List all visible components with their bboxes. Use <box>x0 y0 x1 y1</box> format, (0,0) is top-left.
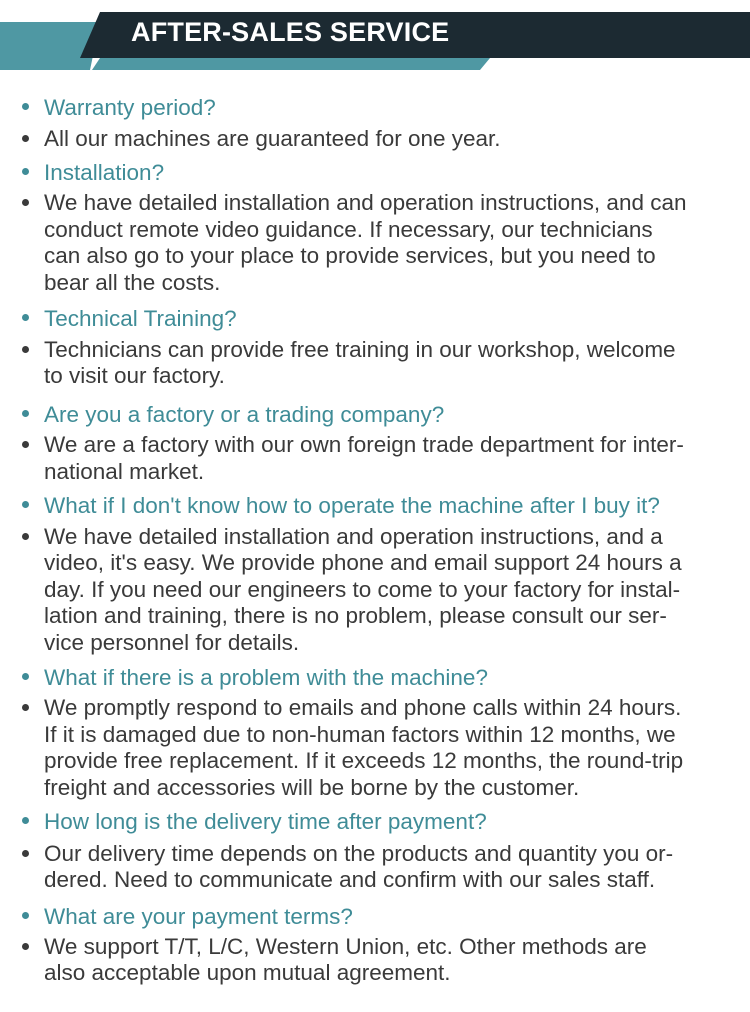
header-banner <box>0 0 750 72</box>
faq-question: What are your payment terms? <box>44 904 353 929</box>
question-bullet <box>22 410 29 417</box>
page-title: AFTER-SALES SERVICE <box>131 17 450 47</box>
answer-bullet <box>22 441 29 448</box>
faq-answer-line: provide free replacement. If it exceeds 12 months, the round-trip <box>44 748 684 773</box>
faq-answer-line: We have detailed installation and operation instructions, and a <box>44 524 663 549</box>
faq-answer-line: video, it's easy. We provide phone and email support 24 hours a <box>44 550 682 575</box>
question-bullet <box>22 673 29 680</box>
answer-bullet <box>22 704 29 711</box>
answer-bullet <box>22 346 29 353</box>
answer-bullet <box>22 943 29 950</box>
faq-answer-line: All our machines are guaranteed for one year. <box>44 126 501 151</box>
question-bullet <box>22 501 29 508</box>
faq-question: Technical Training? <box>44 306 237 331</box>
faq-answer-line: to visit our factory. <box>44 363 225 388</box>
faq-answer-line: can also go to your place to provide services, but you need to <box>44 243 656 268</box>
faq-question: Installation? <box>44 160 165 185</box>
faq-answer-line: also acceptable upon mutual agreement. <box>44 960 451 985</box>
faq-answer-line: bear all the costs. <box>44 270 221 295</box>
answer-bullet <box>22 850 29 857</box>
question-bullet <box>22 314 29 321</box>
faq-answer-line: dered. Need to communicate and confirm with our sales staff. <box>44 867 656 892</box>
faq-answer-line: freight and accessories will be borne by the customer. <box>44 775 580 800</box>
question-bullet <box>22 817 29 824</box>
faq-answer-line: vice personnel for details. <box>44 630 300 655</box>
faq-answer-line: day. If you need our engineers to come to your factory for instal- <box>44 577 681 602</box>
question-bullet <box>22 912 29 919</box>
question-bullet <box>22 168 29 175</box>
question-bullet <box>22 103 29 110</box>
faq-question: Are you a factory or a trading company? <box>44 402 445 427</box>
faq-question: What if I don't know how to operate the machine after I buy it? <box>44 493 660 518</box>
faq-answer-line: national market. <box>44 459 205 484</box>
faq-answer-line: Our delivery time depends on the products and quantity you or- <box>44 841 674 866</box>
faq-answer-line: We support T/T, L/C, Western Union, etc. Other methods are <box>44 934 647 959</box>
faq-answer-line: We promptly respond to emails and phone calls within 24 hours. <box>44 695 682 720</box>
faq-answer-line: If it is damaged due to non-human factors within 12 months, we <box>44 722 676 747</box>
faq-question: Warranty period? <box>44 95 216 120</box>
faq-answer-line: We are a factory with our own foreign trade department for inter- <box>44 432 684 457</box>
faq-answer-line: conduct remote video guidance. If necessary, our technicians <box>44 217 653 242</box>
faq-answer-line: lation and training, there is no problem, please consult our ser- <box>44 603 667 628</box>
answer-bullet <box>22 135 29 142</box>
faq-answer-line: Technicians can provide free training in our workshop, welcome <box>44 337 676 362</box>
faq-question: How long is the delivery time after payment? <box>44 809 487 834</box>
faq-question: What if there is a problem with the machine? <box>44 665 488 690</box>
faq-answer-line: We have detailed installation and operation instructions, and can <box>44 190 687 215</box>
answer-bullet <box>22 533 29 540</box>
answer-bullet <box>22 199 29 206</box>
